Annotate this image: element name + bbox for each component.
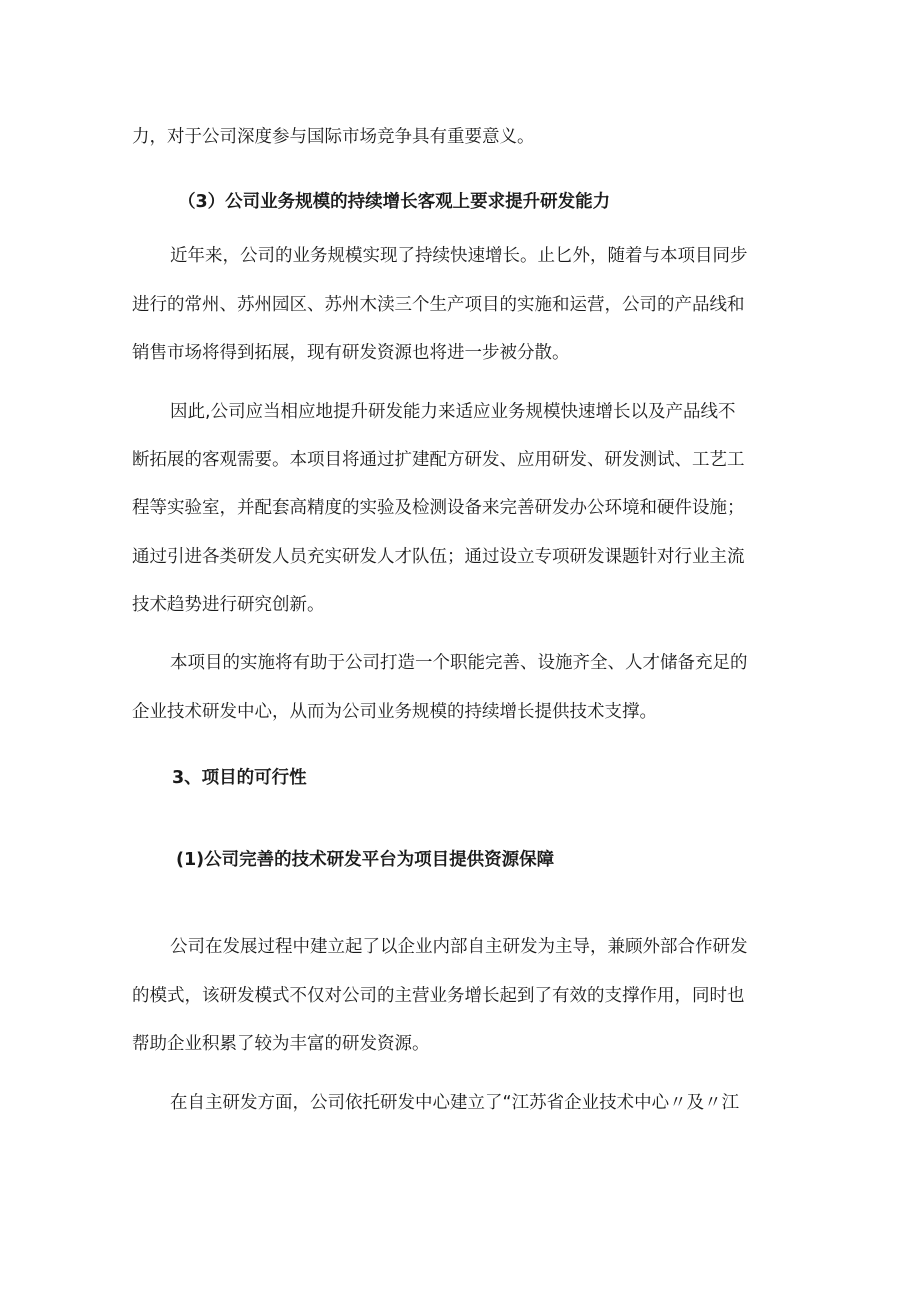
paragraph-line: 因此,公司应当相应地提升研发能力来适应业务规模快速增长以及产品线不 [170, 402, 736, 422]
paragraph-line: 通过引进各类研发人员充实研发人才队伍；通过设立专项研发课题针对行业主流 [132, 547, 745, 567]
paragraph-line: 本项目的实施将有助于公司打造一个职能完善、设施齐全、人才储备充足的 [170, 653, 748, 673]
paragraph-line: 近年来，公司的业务规模实现了持续快速增长。止匕外，随着与本项目同步 [170, 246, 748, 266]
paragraph-line: 公司在发展过程中建立起了以企业内部自主研发为主导，兼顾外部合作研发 [170, 937, 748, 957]
subsection-heading: (1)公司完善的技术研发平台为项目提供资源保障 [176, 850, 555, 870]
paragraph-line: 帮助企业积累了较为丰富的研发资源。 [132, 1034, 430, 1054]
paragraph-line: 断拓展的客观需要。本项目将通过扩建配方研发、应用研发、研发测试、工艺工 [132, 450, 745, 470]
paragraph-line: 企业技术研发中心，从而为公司业务规模的持续增长提供技术支撑。 [132, 702, 657, 722]
section-heading: （3）公司业务规模的持续增长客观上要求提升研发能力 [178, 192, 611, 212]
paragraph-line: 进行的常州、苏州园区、苏州木渎三个生产项目的实施和运营，公司的产品线和 [132, 295, 745, 315]
paragraph-line: 销售市场将得到拓展，现有研发资源也将进一步被分散。 [132, 343, 570, 363]
paragraph-line: 技术趋势进行研究创新。 [132, 595, 325, 615]
paragraph-line: 力，对于公司深度参与国际市场竞争具有重要意义。 [132, 127, 535, 147]
paragraph-line: 的模式，该研发模式不仅对公司的主营业务增长起到了有效的支撑作用，同时也 [132, 986, 745, 1006]
section-heading: 3、项目的可行性 [172, 768, 307, 788]
paragraph-line: 在自主研发方面，公司依托研发中心建立了“江苏省企业技术中心〃及〃江 [170, 1093, 740, 1113]
paragraph-line: 程等实验室，并配套高精度的实验及检测设备来完善研发办公环境和硬件设施； [132, 498, 745, 518]
